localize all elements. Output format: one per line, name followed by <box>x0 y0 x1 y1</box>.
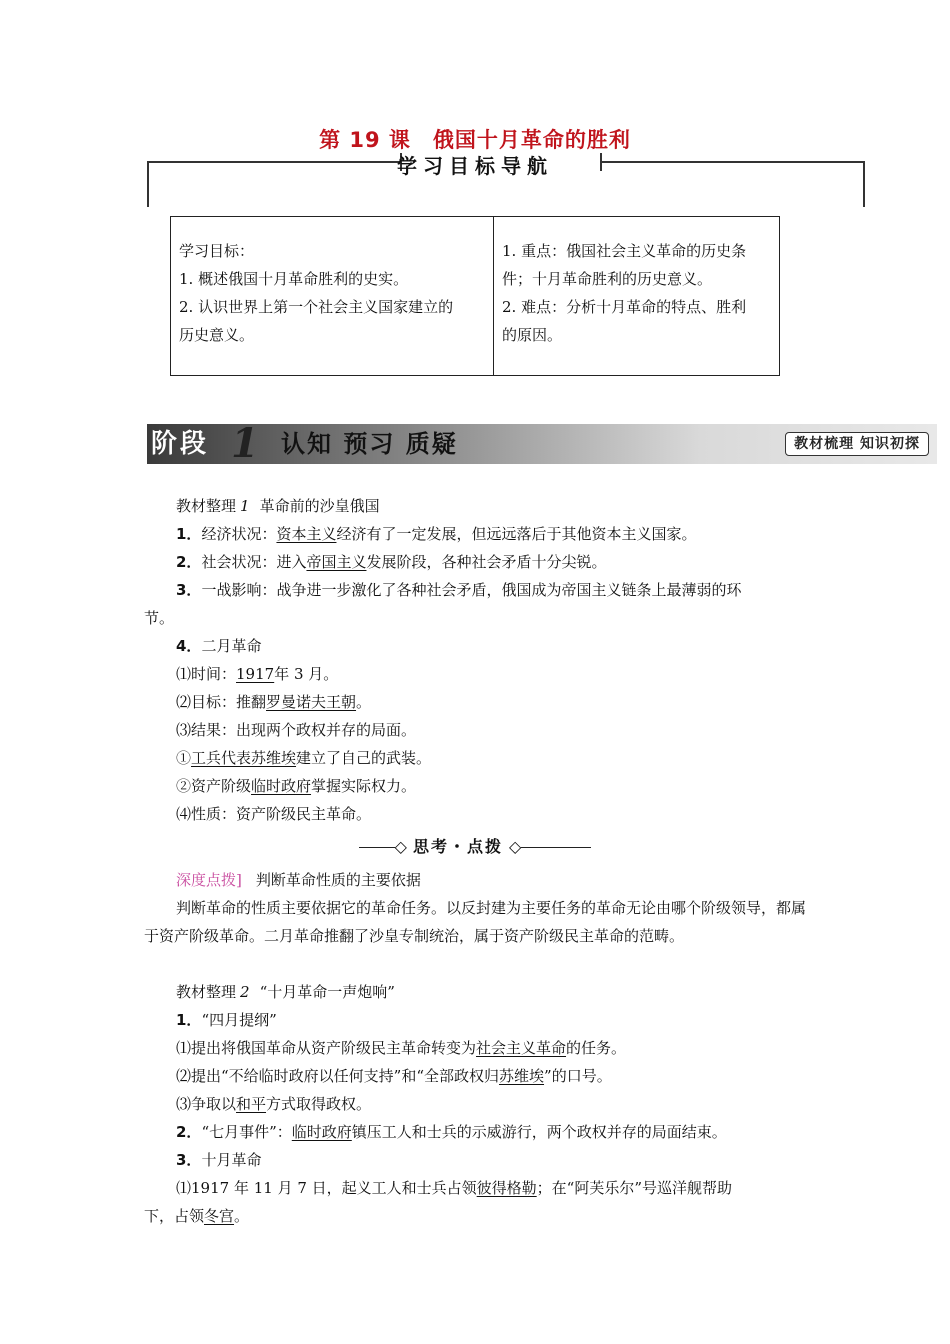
item-text: ⑶争取以 <box>176 1095 237 1113</box>
item-text: ⑴提出将俄国革命从资产阶级民主革命转变为 <box>176 1039 477 1057</box>
heading-prefix: 教材整理 <box>176 497 237 515</box>
heading-text: 革命前的沙皇俄国 <box>259 497 380 515</box>
underlined-term: 彼得格勒 <box>476 1179 537 1197</box>
diamond-icon: ◇ <box>509 837 522 856</box>
item-text: 经济有了一定发展，但远远落后于其他资本主义国家。 <box>336 525 697 543</box>
underlined-term: 苏维埃 <box>499 1067 545 1085</box>
underlined-term: 工兵代表苏维埃 <box>191 749 297 767</box>
item-text: ；在“阿芙乐尔”号巡洋舰帮助 <box>536 1179 733 1197</box>
think-divider <box>0 834 950 857</box>
section-1-heading <box>176 492 380 520</box>
underlined-term: 临时政府 <box>251 777 312 795</box>
item-number: 3． <box>176 581 202 599</box>
stage-number: 1 <box>231 420 259 467</box>
list-item <box>176 548 606 576</box>
list-item <box>176 1006 277 1034</box>
item-text: ⑵提出“不给临时政府以任何支持”和“全部政权归 <box>176 1067 500 1085</box>
underlined-term: 社会主义革命 <box>476 1039 567 1057</box>
item-text: 经济状况： <box>201 525 277 543</box>
sub-item <box>176 1090 371 1118</box>
goals-left-cell <box>171 217 494 375</box>
item-text: 建立了自己的武装。 <box>296 749 432 767</box>
underlined-term: 临时政府 <box>291 1123 352 1141</box>
item-text: 方式取得政权。 <box>266 1095 372 1113</box>
goals-table <box>170 216 780 376</box>
stage-text: 认知 预习 质疑 <box>281 430 458 458</box>
underlined-term: 罗曼诺夫王朝 <box>266 693 357 711</box>
goals-right-cell <box>494 217 779 375</box>
sub-item <box>176 744 431 772</box>
underlined-term: 和平 <box>236 1095 267 1113</box>
sub-item <box>176 688 371 716</box>
item-text: 镇压工人和士兵的示威游行，两个政权并存的局面结束。 <box>351 1123 727 1141</box>
sub-item-continuation <box>144 1202 249 1230</box>
list-item-continuation: 节。 <box>144 609 175 627</box>
item-number: 4． <box>176 637 202 655</box>
sub-item <box>176 1174 732 1202</box>
deep-text: 判断革命的性质主要依据它的革命任务。以反封建为主要任务的革命无论由哪个阶级领导，都属于资产阶级革命。二月革命推翻了沙皇专制统治，属于资产阶级民主革命的范畴。 <box>144 899 807 945</box>
goal-line: 历史意义。 <box>179 326 255 344</box>
goal-line: 学习目标： <box>179 242 255 260</box>
diamond-icon: ◇ <box>394 837 407 856</box>
item-number: 2． <box>176 1123 202 1141</box>
goal-line: 件；十月革命胜利的历史意义。 <box>502 270 713 288</box>
goal-line: 2. 认识世界上第一个社会主义国家建立的 <box>179 298 454 316</box>
goal-line: 的原因。 <box>502 326 563 344</box>
goal-line: 2. 难点：分析十月革命的特点、胜利 <box>502 298 747 316</box>
item-text: ① <box>176 749 192 767</box>
stage-banner <box>147 420 937 467</box>
sub-item <box>176 660 338 688</box>
heading-number: 1 <box>240 497 250 515</box>
divider-line <box>359 847 395 848</box>
sub-item <box>176 772 416 800</box>
underlined-term: 资本主义 <box>276 525 337 543</box>
item-text: ”的口号。 <box>544 1067 612 1085</box>
sub-item <box>176 1062 612 1090</box>
sub-item: ⑷性质：资产阶级民主革命。 <box>176 805 372 823</box>
nav-title: 学习目标导航 <box>397 154 553 178</box>
item-text: 掌握实际权力。 <box>311 777 417 795</box>
section-2-heading <box>176 978 395 1006</box>
item-text: 二月革命 <box>201 637 262 655</box>
heading-prefix: 教材整理 <box>176 983 237 1001</box>
item-number: 2． <box>176 553 202 571</box>
item-text: “四月提纲” <box>201 1011 277 1029</box>
underlined-term: 帝国主义 <box>306 553 367 571</box>
item-number: 1． <box>176 525 202 543</box>
item-text: 年 3 月。 <box>274 665 339 683</box>
item-text: 发展阶段，各种社会矛盾十分尖锐。 <box>366 553 607 571</box>
divider-line <box>521 847 591 848</box>
underlined-term: 1917 <box>236 665 275 683</box>
item-text: 一战影响：战争进一步激化了各种社会矛盾，俄国成为帝国主义链条上最薄弱的环 <box>201 581 742 599</box>
item-number: 3． <box>176 1151 202 1169</box>
item-text: 十月革命 <box>201 1151 262 1169</box>
deep-tag: 深度点拨] <box>176 871 242 889</box>
heading-number: 2 <box>240 983 250 1001</box>
item-text: ⑴1917 年 11 月 7 日，起义工人和士兵占领 <box>176 1179 477 1197</box>
item-text: ②资产阶级 <box>176 777 252 795</box>
item-text: 的任务。 <box>566 1039 627 1057</box>
item-text: “七月事件”： <box>201 1123 292 1141</box>
list-item <box>176 1146 261 1174</box>
list-item <box>176 1118 727 1146</box>
think-title: 思考・点拨 <box>412 837 503 856</box>
underlined-term: 冬宫 <box>204 1207 235 1225</box>
item-text: 下，占领 <box>144 1207 205 1225</box>
list-item <box>176 520 696 548</box>
item-text: 。 <box>234 1207 250 1225</box>
goal-line: 1. 重点：俄国社会主义革命的历史条 <box>502 242 747 260</box>
item-number: 1． <box>176 1011 202 1029</box>
stage-label: 阶段 <box>151 429 210 459</box>
stage-tag: 教材梳理 知识初探 <box>785 432 929 456</box>
deep-heading-text: 判断革命性质的主要依据 <box>255 871 421 889</box>
heading-text: “十月革命一声炮响” <box>259 983 395 1001</box>
sub-item: ⑶结果：出现两个政权并存的局面。 <box>176 721 417 739</box>
list-item <box>176 632 261 660</box>
list-item <box>176 576 741 604</box>
item-text: ⑵目标：推翻 <box>176 693 267 711</box>
item-text: 。 <box>356 693 372 711</box>
goal-line: 1. 概述俄国十月革命胜利的史实。 <box>179 270 409 288</box>
lesson-title: 第 19 课 俄国十月革命的胜利 <box>319 128 631 152</box>
sub-item <box>176 1034 626 1062</box>
item-text: ⑴时间： <box>176 665 237 683</box>
item-text: 社会状况：进入 <box>201 553 307 571</box>
deep-heading <box>176 866 421 894</box>
